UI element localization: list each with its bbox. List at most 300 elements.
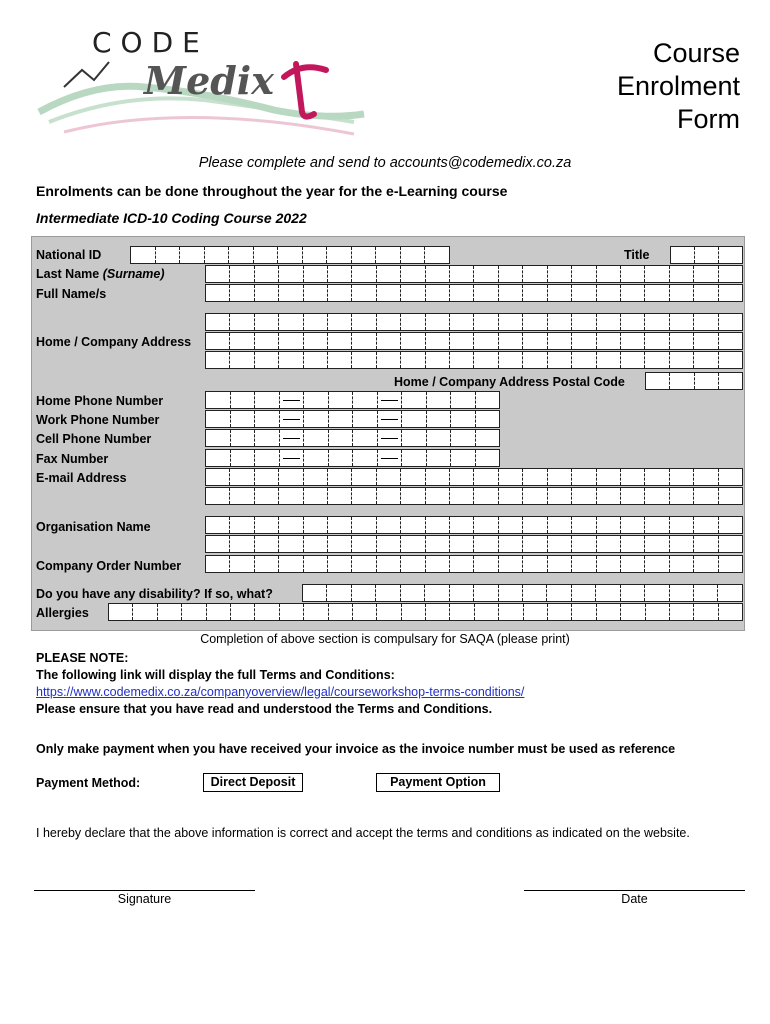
- char-box[interactable]: [694, 469, 718, 485]
- char-box[interactable]: [231, 411, 256, 427]
- char-box[interactable]: [378, 450, 403, 466]
- char-box[interactable]: [426, 285, 450, 301]
- char-box[interactable]: [646, 604, 670, 620]
- postal-code-input[interactable]: [645, 372, 743, 390]
- char-box[interactable]: [719, 517, 742, 533]
- char-box[interactable]: [426, 469, 450, 485]
- char-box[interactable]: [255, 517, 279, 533]
- char-box[interactable]: [255, 333, 279, 349]
- char-box[interactable]: [402, 450, 427, 466]
- work-phone-input[interactable]: [205, 410, 500, 428]
- char-box[interactable]: [450, 604, 474, 620]
- char-box[interactable]: [353, 430, 378, 446]
- char-box[interactable]: [255, 450, 280, 466]
- char-box[interactable]: [499, 352, 523, 368]
- char-box[interactable]: [719, 352, 742, 368]
- char-box[interactable]: [304, 450, 329, 466]
- char-box[interactable]: [548, 556, 572, 572]
- char-box[interactable]: [207, 604, 231, 620]
- char-box[interactable]: [352, 556, 376, 572]
- char-box[interactable]: [352, 536, 376, 552]
- char-box[interactable]: [572, 314, 596, 330]
- char-box[interactable]: [206, 536, 230, 552]
- char-box[interactable]: [597, 469, 621, 485]
- char-box[interactable]: [670, 536, 694, 552]
- char-box[interactable]: [378, 392, 403, 408]
- char-box[interactable]: [230, 517, 254, 533]
- char-box[interactable]: [476, 392, 500, 408]
- char-box[interactable]: [719, 333, 742, 349]
- char-box[interactable]: [255, 411, 280, 427]
- char-box[interactable]: [621, 556, 645, 572]
- char-box[interactable]: [377, 285, 401, 301]
- char-box[interactable]: [206, 488, 230, 504]
- char-box[interactable]: [280, 392, 305, 408]
- char-box[interactable]: [426, 556, 450, 572]
- char-box[interactable]: [670, 604, 694, 620]
- char-box[interactable]: [718, 585, 741, 601]
- char-box[interactable]: [597, 314, 621, 330]
- char-box[interactable]: [694, 266, 718, 282]
- char-box[interactable]: [303, 585, 327, 601]
- title-input[interactable]: [670, 246, 743, 264]
- char-box[interactable]: [450, 536, 474, 552]
- char-box[interactable]: [427, 411, 452, 427]
- address-input-line-2[interactable]: [205, 332, 743, 350]
- char-box[interactable]: [597, 266, 621, 282]
- char-box[interactable]: [451, 450, 476, 466]
- char-box[interactable]: [230, 488, 254, 504]
- char-box[interactable]: [450, 556, 474, 572]
- char-box[interactable]: [426, 266, 450, 282]
- char-box[interactable]: [572, 266, 596, 282]
- char-box[interactable]: [670, 352, 694, 368]
- char-box[interactable]: [280, 604, 304, 620]
- char-box[interactable]: [156, 247, 181, 263]
- char-box[interactable]: [279, 333, 303, 349]
- char-box[interactable]: [572, 488, 596, 504]
- char-box[interactable]: [230, 314, 254, 330]
- char-box[interactable]: [450, 352, 474, 368]
- char-box[interactable]: [377, 352, 401, 368]
- char-box[interactable]: [451, 411, 476, 427]
- char-box[interactable]: [255, 266, 279, 282]
- char-box[interactable]: [206, 352, 230, 368]
- char-box[interactable]: [206, 450, 231, 466]
- char-box[interactable]: [671, 247, 695, 263]
- char-box[interactable]: [474, 314, 498, 330]
- allergies-input[interactable]: [108, 603, 743, 621]
- char-box[interactable]: [329, 392, 354, 408]
- char-box[interactable]: [426, 333, 450, 349]
- char-box[interactable]: [280, 430, 305, 446]
- char-box[interactable]: [377, 536, 401, 552]
- char-box[interactable]: [474, 517, 498, 533]
- char-box[interactable]: [230, 333, 254, 349]
- char-box[interactable]: [694, 488, 718, 504]
- address-input-line-3[interactable]: [205, 351, 743, 369]
- char-box[interactable]: [206, 266, 230, 282]
- char-box[interactable]: [670, 285, 694, 301]
- char-box[interactable]: [304, 517, 328, 533]
- char-box[interactable]: [523, 536, 547, 552]
- char-box[interactable]: [206, 411, 231, 427]
- char-box[interactable]: [499, 517, 523, 533]
- char-box[interactable]: [230, 556, 254, 572]
- char-box[interactable]: [450, 266, 474, 282]
- char-box[interactable]: [670, 488, 694, 504]
- char-box[interactable]: [645, 333, 669, 349]
- char-box[interactable]: [474, 333, 498, 349]
- char-box[interactable]: [597, 604, 621, 620]
- char-box[interactable]: [476, 430, 500, 446]
- char-box[interactable]: [621, 285, 645, 301]
- char-box[interactable]: [548, 352, 572, 368]
- char-box[interactable]: [328, 285, 352, 301]
- char-box[interactable]: [670, 314, 694, 330]
- char-box[interactable]: [328, 352, 352, 368]
- signature-line[interactable]: [34, 890, 255, 891]
- char-box[interactable]: [377, 266, 401, 282]
- char-box[interactable]: [427, 430, 452, 446]
- char-box[interactable]: [206, 285, 230, 301]
- char-box[interactable]: [524, 604, 548, 620]
- char-box[interactable]: [694, 604, 718, 620]
- char-box[interactable]: [328, 314, 352, 330]
- char-box[interactable]: [426, 314, 450, 330]
- char-box[interactable]: [474, 556, 498, 572]
- char-box[interactable]: [645, 488, 669, 504]
- char-box[interactable]: [621, 266, 645, 282]
- char-box[interactable]: [328, 556, 352, 572]
- char-box[interactable]: [499, 536, 523, 552]
- char-box[interactable]: [353, 392, 378, 408]
- char-box[interactable]: [547, 585, 571, 601]
- fax-input[interactable]: [205, 449, 500, 467]
- char-box[interactable]: [180, 247, 205, 263]
- char-box[interactable]: [304, 333, 328, 349]
- last-name-input[interactable]: [205, 265, 743, 283]
- national-id-input[interactable]: [130, 246, 450, 264]
- char-box[interactable]: [279, 352, 303, 368]
- char-box[interactable]: [694, 352, 718, 368]
- char-box[interactable]: [474, 469, 498, 485]
- char-box[interactable]: [450, 314, 474, 330]
- char-box[interactable]: [304, 266, 328, 282]
- char-box[interactable]: [328, 266, 352, 282]
- char-box[interactable]: [206, 469, 230, 485]
- char-box[interactable]: [401, 352, 425, 368]
- char-box[interactable]: [352, 488, 376, 504]
- char-box[interactable]: [352, 469, 376, 485]
- disability-input[interactable]: [302, 584, 743, 602]
- char-box[interactable]: [499, 556, 523, 572]
- char-box[interactable]: [523, 352, 547, 368]
- char-box[interactable]: [279, 469, 303, 485]
- char-box[interactable]: [401, 536, 425, 552]
- char-box[interactable]: [719, 373, 742, 389]
- char-box[interactable]: [425, 585, 449, 601]
- char-box[interactable]: [206, 333, 230, 349]
- char-box[interactable]: [255, 536, 279, 552]
- char-box[interactable]: [499, 469, 523, 485]
- char-box[interactable]: [670, 373, 694, 389]
- char-box[interactable]: [304, 411, 329, 427]
- char-box[interactable]: [548, 285, 572, 301]
- char-box[interactable]: [255, 430, 280, 446]
- char-box[interactable]: [279, 488, 303, 504]
- char-box[interactable]: [451, 392, 476, 408]
- char-box[interactable]: [376, 247, 401, 263]
- char-box[interactable]: [255, 556, 279, 572]
- char-box[interactable]: [694, 556, 718, 572]
- char-box[interactable]: [377, 604, 401, 620]
- char-box[interactable]: [426, 488, 450, 504]
- char-box[interactable]: [401, 556, 425, 572]
- char-box[interactable]: [255, 469, 279, 485]
- char-box[interactable]: [621, 536, 645, 552]
- char-box[interactable]: [427, 450, 452, 466]
- char-box[interactable]: [499, 314, 523, 330]
- char-box[interactable]: [402, 392, 427, 408]
- char-box[interactable]: [645, 517, 669, 533]
- char-box[interactable]: [402, 604, 426, 620]
- char-box[interactable]: [719, 247, 742, 263]
- char-box[interactable]: [572, 604, 596, 620]
- char-box[interactable]: [572, 556, 596, 572]
- char-box[interactable]: [499, 488, 523, 504]
- char-box[interactable]: [377, 488, 401, 504]
- char-box[interactable]: [352, 352, 376, 368]
- char-box[interactable]: [719, 488, 742, 504]
- char-box[interactable]: [109, 604, 133, 620]
- char-box[interactable]: [278, 247, 303, 263]
- char-box[interactable]: [523, 488, 547, 504]
- char-box[interactable]: [646, 373, 670, 389]
- char-box[interactable]: [572, 352, 596, 368]
- char-box[interactable]: [426, 517, 450, 533]
- char-box[interactable]: [352, 333, 376, 349]
- char-box[interactable]: [645, 314, 669, 330]
- char-box[interactable]: [328, 333, 352, 349]
- char-box[interactable]: [645, 352, 669, 368]
- char-box[interactable]: [474, 536, 498, 552]
- char-box[interactable]: [303, 247, 328, 263]
- char-box[interactable]: [206, 556, 230, 572]
- char-box[interactable]: [131, 247, 156, 263]
- char-box[interactable]: [378, 411, 403, 427]
- char-box[interactable]: [280, 411, 305, 427]
- char-box[interactable]: [548, 517, 572, 533]
- char-box[interactable]: [329, 430, 354, 446]
- char-box[interactable]: [694, 333, 718, 349]
- char-box[interactable]: [694, 585, 718, 601]
- organisation-input[interactable]: [205, 516, 743, 534]
- char-box[interactable]: [352, 517, 376, 533]
- char-box[interactable]: [231, 430, 256, 446]
- char-box[interactable]: [719, 314, 742, 330]
- char-box[interactable]: [597, 352, 621, 368]
- char-box[interactable]: [402, 411, 427, 427]
- char-box[interactable]: [548, 266, 572, 282]
- char-box[interactable]: [474, 585, 498, 601]
- char-box[interactable]: [694, 314, 718, 330]
- char-box[interactable]: [670, 517, 694, 533]
- char-box[interactable]: [597, 536, 621, 552]
- char-box[interactable]: [523, 266, 547, 282]
- email-input-line-1[interactable]: [205, 468, 743, 486]
- char-box[interactable]: [426, 352, 450, 368]
- char-box[interactable]: [304, 469, 328, 485]
- char-box[interactable]: [548, 333, 572, 349]
- char-box[interactable]: [548, 469, 572, 485]
- char-box[interactable]: [206, 314, 230, 330]
- char-box[interactable]: [572, 536, 596, 552]
- char-box[interactable]: [476, 450, 500, 466]
- char-box[interactable]: [304, 536, 328, 552]
- char-box[interactable]: [572, 469, 596, 485]
- char-box[interactable]: [597, 488, 621, 504]
- char-box[interactable]: [425, 247, 449, 263]
- char-box[interactable]: [206, 392, 231, 408]
- char-box[interactable]: [401, 585, 425, 601]
- char-box[interactable]: [523, 517, 547, 533]
- char-box[interactable]: [597, 517, 621, 533]
- char-box[interactable]: [158, 604, 182, 620]
- char-box[interactable]: [523, 285, 547, 301]
- char-box[interactable]: [621, 314, 645, 330]
- char-box[interactable]: [596, 585, 620, 601]
- char-box[interactable]: [621, 352, 645, 368]
- char-box[interactable]: [548, 604, 572, 620]
- char-box[interactable]: [572, 517, 596, 533]
- char-box[interactable]: [328, 536, 352, 552]
- terms-link[interactable]: https://www.codemedix.co.za/companyoverview/legal/courseworkshop-terms-conditions/: [36, 685, 525, 699]
- char-box[interactable]: [133, 604, 157, 620]
- char-box[interactable]: [523, 469, 547, 485]
- char-box[interactable]: [304, 488, 328, 504]
- address-input-line-1[interactable]: [205, 313, 743, 331]
- char-box[interactable]: [376, 585, 400, 601]
- char-box[interactable]: [304, 314, 328, 330]
- char-box[interactable]: [401, 247, 426, 263]
- char-box[interactable]: [670, 556, 694, 572]
- char-box[interactable]: [621, 469, 645, 485]
- char-box[interactable]: [548, 536, 572, 552]
- char-box[interactable]: [499, 585, 523, 601]
- char-box[interactable]: [719, 469, 742, 485]
- char-box[interactable]: [499, 266, 523, 282]
- char-box[interactable]: [450, 517, 474, 533]
- char-box[interactable]: [329, 604, 353, 620]
- char-box[interactable]: [450, 333, 474, 349]
- char-box[interactable]: [304, 352, 328, 368]
- char-box[interactable]: [694, 285, 718, 301]
- char-box[interactable]: [231, 604, 255, 620]
- char-box[interactable]: [230, 469, 254, 485]
- char-box[interactable]: [719, 604, 742, 620]
- char-box[interactable]: [254, 247, 279, 263]
- char-box[interactable]: [255, 604, 279, 620]
- char-box[interactable]: [279, 266, 303, 282]
- char-box[interactable]: [621, 517, 645, 533]
- char-box[interactable]: [695, 247, 719, 263]
- char-box[interactable]: [328, 488, 352, 504]
- char-box[interactable]: [230, 285, 254, 301]
- char-box[interactable]: [694, 536, 718, 552]
- char-box[interactable]: [328, 469, 352, 485]
- char-box[interactable]: [230, 352, 254, 368]
- char-box[interactable]: [401, 517, 425, 533]
- char-box[interactable]: [670, 585, 694, 601]
- char-box[interactable]: [377, 333, 401, 349]
- char-box[interactable]: [645, 469, 669, 485]
- char-box[interactable]: [474, 266, 498, 282]
- char-box[interactable]: [279, 285, 303, 301]
- char-box[interactable]: [523, 333, 547, 349]
- char-box[interactable]: [719, 285, 742, 301]
- char-box[interactable]: [329, 411, 354, 427]
- char-box[interactable]: [621, 585, 645, 601]
- char-box[interactable]: [377, 469, 401, 485]
- char-box[interactable]: [426, 604, 450, 620]
- char-box[interactable]: [450, 488, 474, 504]
- char-box[interactable]: [572, 333, 596, 349]
- char-box[interactable]: [377, 556, 401, 572]
- char-box[interactable]: [205, 247, 230, 263]
- char-box[interactable]: [378, 430, 403, 446]
- char-box[interactable]: [352, 247, 377, 263]
- char-box[interactable]: [621, 488, 645, 504]
- email-input-line-2[interactable]: [205, 487, 743, 505]
- char-box[interactable]: [719, 556, 742, 572]
- home-phone-input[interactable]: [205, 391, 500, 409]
- char-box[interactable]: [695, 373, 719, 389]
- char-box[interactable]: [279, 536, 303, 552]
- char-box[interactable]: [523, 314, 547, 330]
- char-box[interactable]: [572, 285, 596, 301]
- char-box[interactable]: [280, 450, 305, 466]
- char-box[interactable]: [401, 333, 425, 349]
- char-box[interactable]: [279, 517, 303, 533]
- char-box[interactable]: [499, 285, 523, 301]
- char-box[interactable]: [645, 536, 669, 552]
- char-box[interactable]: [401, 266, 425, 282]
- char-box[interactable]: [621, 604, 645, 620]
- date-line[interactable]: [524, 890, 745, 891]
- char-box[interactable]: [231, 450, 256, 466]
- char-box[interactable]: [353, 450, 378, 466]
- char-box[interactable]: [499, 604, 523, 620]
- char-box[interactable]: [304, 285, 328, 301]
- char-box[interactable]: [719, 266, 742, 282]
- char-box[interactable]: [572, 585, 596, 601]
- char-box[interactable]: [352, 585, 376, 601]
- char-box[interactable]: [694, 517, 718, 533]
- char-box[interactable]: [670, 333, 694, 349]
- char-box[interactable]: [304, 392, 329, 408]
- char-box[interactable]: [451, 430, 476, 446]
- char-box[interactable]: [719, 536, 742, 552]
- char-box[interactable]: [645, 266, 669, 282]
- char-box[interactable]: [353, 604, 377, 620]
- char-box[interactable]: [304, 604, 328, 620]
- char-box[interactable]: [401, 488, 425, 504]
- char-box[interactable]: [645, 585, 669, 601]
- char-box[interactable]: [229, 247, 254, 263]
- char-box[interactable]: [182, 604, 206, 620]
- char-box[interactable]: [548, 488, 572, 504]
